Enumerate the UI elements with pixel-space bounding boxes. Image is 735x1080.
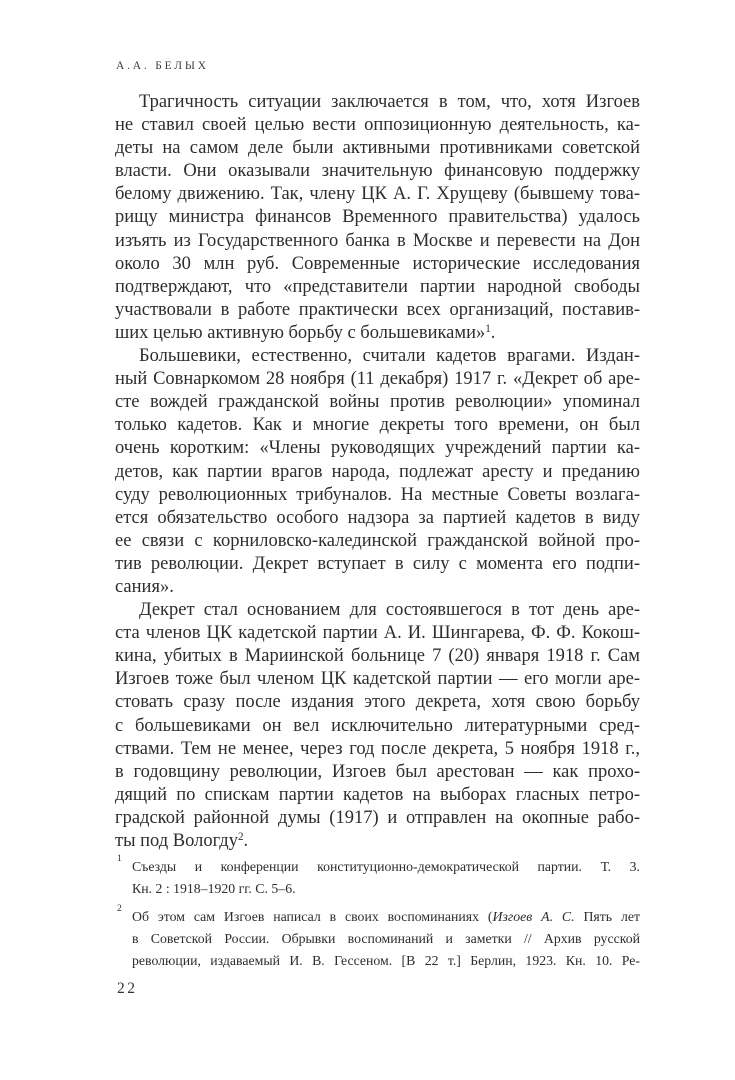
footnote-text: революции, издаваемый И. В. Гессеном. [В 22 т.] Берлин, 1923. Кн. 10. Ре- [132, 952, 640, 968]
text-line [115, 576, 640, 599]
text-line: ствами. Тем не менее, через год после декрета, 5 ноября 1918 г., [115, 738, 640, 759]
footnote-text: Об этом сам Изгоев написал в своих воспоминаниях ( [132, 908, 493, 924]
text-line: власти. Они оказывали значительную финансовую поддержку [115, 161, 640, 182]
paragraph [115, 345, 640, 599]
text-line: не ставил своей целью вести оппозиционную деятельность, ка- [115, 115, 640, 136]
text-line: белому движению. Так, члену ЦК А. Г. Хрущеву (бывшему това- [115, 184, 640, 205]
paragraph [115, 599, 640, 853]
footnote [115, 856, 640, 900]
text-line: Большевики, естественно, считали кадетов врагами. Издан- [139, 346, 640, 367]
running-head-author: А.А. БЕЛЫХ [116, 60, 209, 72]
text-fragment: сания». [115, 576, 174, 597]
footnote-text: Кн. 2 : 1918–1920 гг. С. 5–6. [132, 880, 296, 896]
text-line: Изгоев тоже был членом ЦК кадетской партии — его могли аре- [115, 669, 640, 690]
body-text [115, 91, 640, 853]
footnote-line [117, 854, 640, 878]
text-line: деты на самом деле были активными противниками советской [115, 138, 640, 159]
footnote-line [132, 878, 640, 900]
text-line: ее связи с корниловско-калединской гражданской войной про- [115, 530, 640, 551]
footnote-text: в Советской России. Обрывки воспоминаний и заметки // Архив русской [132, 930, 640, 946]
footnote-text: Пять лет [574, 908, 640, 924]
text-line: ется обязательство особого надзора за партией кадетов в виду [115, 507, 640, 528]
text-fragment: ты под Вологду [115, 831, 238, 851]
text-line: сте вождей гражданской войны против революции» упоминал [115, 392, 640, 413]
footnote-text-italic: Изгоев А. С. [492, 908, 575, 924]
text-fragment: . [490, 322, 496, 343]
footnote-text: Съезды и конференции конституционно-демократической партии. Т. 3. [132, 859, 640, 874]
text-line: Трагичность ситуации заключается в том, что, хотя Изгоев [139, 92, 640, 112]
footnote-line [117, 903, 640, 928]
text-line: дящий по спискам партии кадетов на выборах гласных петро- [115, 784, 640, 805]
text-line: рищу министра финансов Временного правительства) удалось [115, 207, 640, 228]
footnote-marker: 2 [117, 903, 122, 914]
text-fragment: ших целью активную борьбу с большевиками» [115, 322, 486, 343]
text-line: тив революции. Декрет вступает в силу с момента его подпи- [115, 553, 640, 574]
page-number: 22 [117, 980, 138, 997]
footnote-marker: 1 [117, 854, 122, 864]
text-fragment: . [243, 831, 249, 851]
text-line: в годовщину революции, Изгоев был арестован — как прохо- [115, 761, 640, 782]
text-line [115, 322, 640, 345]
text-line: только кадетов. Как и многие декреты того времени, он был [115, 415, 640, 436]
footnote-ref: 1 [485, 323, 491, 336]
paragraph [115, 91, 640, 345]
footnotes [115, 856, 640, 972]
text-line [115, 830, 640, 853]
text-line: с большевиками он вел исключительно литературными сред- [115, 715, 640, 736]
text-line: около 30 млн руб. Современные исторические исследования [115, 253, 640, 274]
text-line: кина, убитых в Мариинской больнице 7 (20) января 1918 г. Сам [115, 646, 640, 667]
footnote-line [132, 928, 640, 950]
text-line: градской районной думы (1917) и отправлен на окопные рабо- [115, 807, 640, 828]
footnote-line [132, 950, 640, 972]
text-line: детов, как партии врагов народа, подлежат аресту и преданию [115, 461, 640, 482]
footnote [115, 903, 640, 972]
text-line: суду революционных трибуналов. На местные Советы возлага- [115, 484, 640, 505]
text-line: стовать сразу после издания этого декрета, хотя свою борьбу [115, 692, 640, 713]
footnote-ref: 2 [237, 831, 244, 844]
text-line: очень коротким: «Члены руководящих учреждений партии ка- [115, 438, 640, 459]
text-line: Декрет стал основанием для состоявшегося в тот день аре- [139, 600, 640, 621]
text-line: ста членов ЦК кадетской партии А. И. Шингарева, Ф. Ф. Кокош- [115, 623, 640, 644]
text-line: изъять из Государственного банка в Москве и перевести на Дон [115, 230, 640, 251]
text-line: участвовали в работе практически всех организаций, поставив- [115, 299, 640, 320]
text-line: ный Совнаркомом 28 ноября (11 декабря) 1917 г. «Декрет об аре- [115, 369, 640, 390]
text-line: подтверждают, что «представители партии народной свободы [115, 276, 640, 297]
